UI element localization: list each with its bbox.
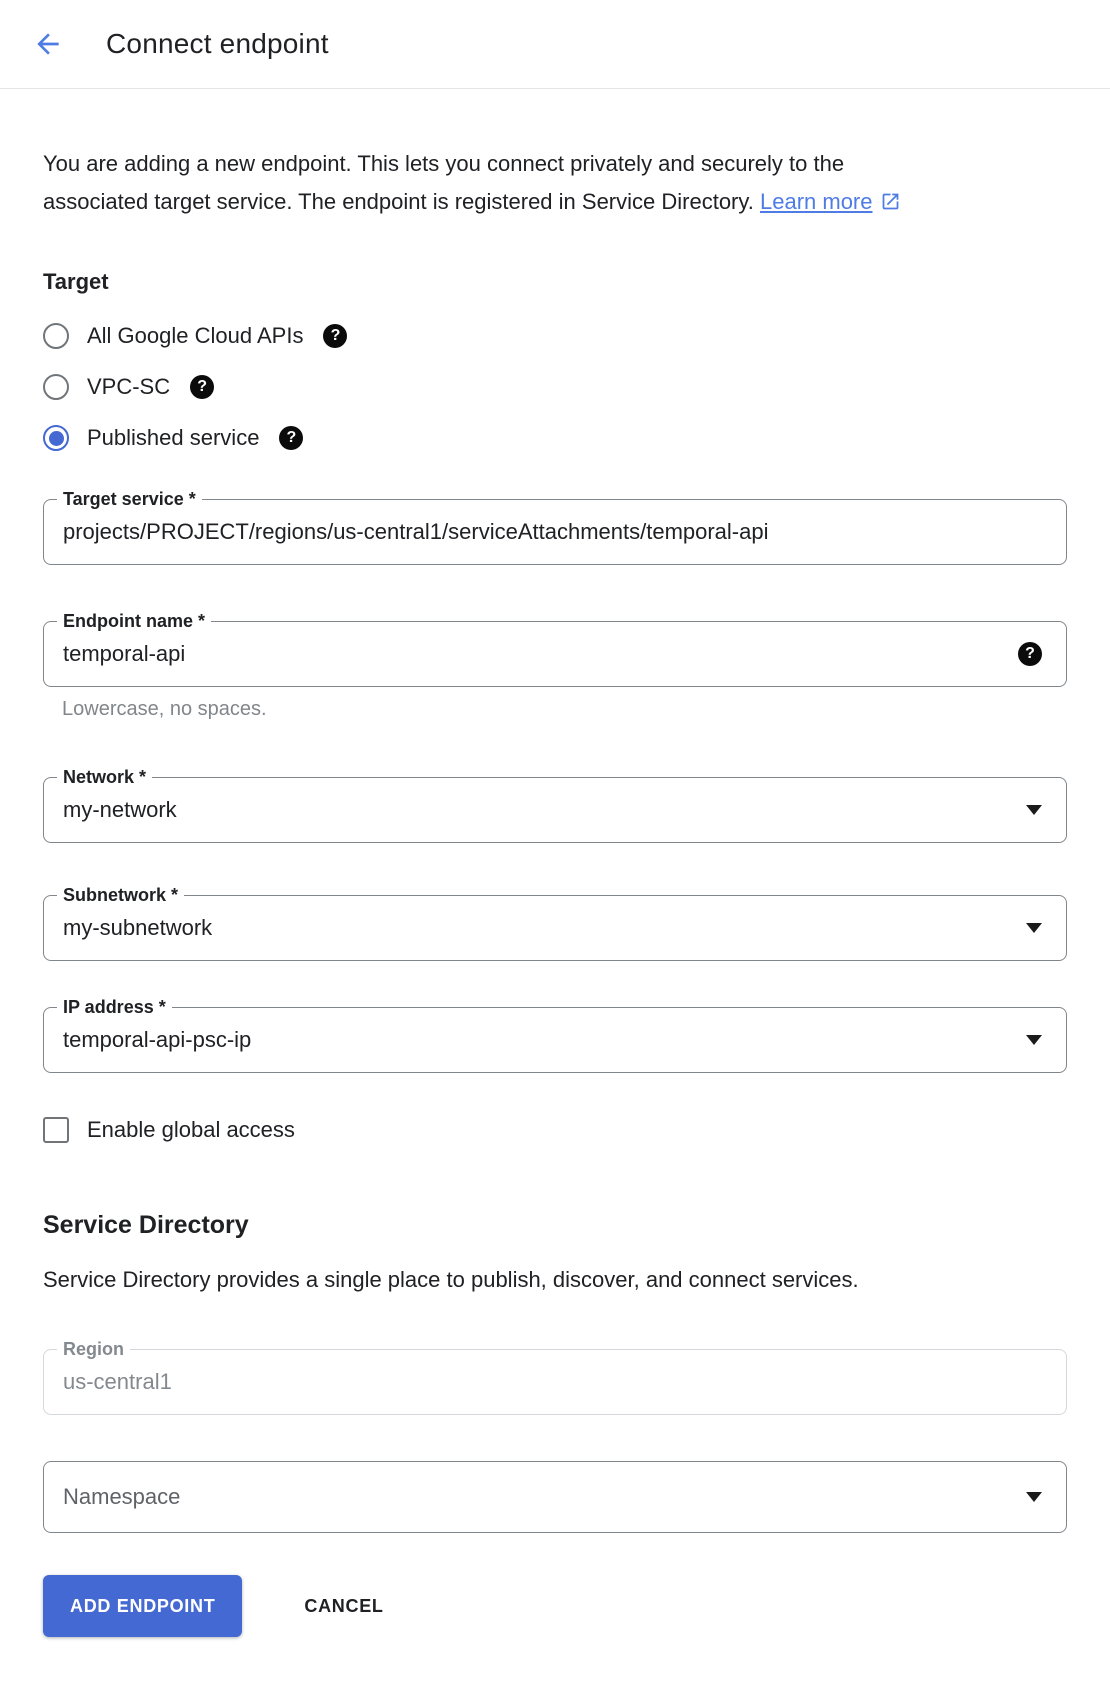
help-icon[interactable]: ? [190,375,214,399]
ip-address-label: IP address * [57,997,172,1017]
region-value: us-central1 [63,1369,172,1394]
target-section-label: Target [43,269,109,294]
network-label: Network * [57,767,152,787]
dropdown-arrow-icon [1026,1492,1042,1502]
namespace-dropdown[interactable] [43,1461,1067,1533]
target-service-field[interactable] [43,489,1067,565]
subnetwork-value: my-subnetwork [63,915,213,940]
region-label: Region [57,1339,130,1359]
radio-option-vpc-sc[interactable]: VPC-SC ? [43,372,1067,402]
learn-more-link[interactable]: Learn more [760,189,901,214]
help-icon[interactable]: ? [323,324,347,348]
target-service-value: projects/PROJECT/regions/us-central1/serviceAttachments/temporal-api [63,519,769,544]
external-link-icon [880,191,901,212]
page-title: Connect endpoint [106,28,329,59]
target-section [43,267,1067,453]
back-arrow-icon [32,28,64,60]
service-directory-heading: Service Directory [43,1211,249,1239]
radio-icon [43,323,69,349]
intro-text [43,145,948,221]
dropdown-arrow-icon [1026,1035,1042,1045]
subnetwork-label: Subnetwork * [57,885,184,905]
endpoint-name-field[interactable] [43,611,1067,687]
dropdown-arrow-icon [1026,805,1042,815]
network-value: my-network [63,797,177,822]
intro-text-body: You are adding a new endpoint. This lets you connect privately and securely to the associated target service. The endpoint is registered in Service Directory. [43,151,845,214]
back-button[interactable] [24,20,72,68]
ip-address-value: temporal-api-psc-ip [63,1027,252,1052]
add-endpoint-button[interactable]: ADD ENDPOINT [43,1575,242,1637]
radio-option-published-service[interactable]: Published service ? [43,423,1067,453]
help-icon[interactable]: ? [279,426,303,450]
radio-option-all-google-cloud-apis[interactable]: All Google Cloud APIs ? [43,321,1067,351]
page-header [0,0,1110,89]
target-service-label: Target service * [57,489,202,509]
radio-icon [43,425,69,451]
subnetwork-dropdown[interactable] [43,885,1067,961]
region-field [43,1339,1067,1415]
checkbox-icon [43,1117,69,1143]
ip-address-dropdown[interactable] [43,997,1067,1073]
namespace-placeholder: Namespace [63,1484,181,1509]
connect-endpoint-form [0,145,1110,1690]
cancel-button[interactable]: CANCEL [304,1595,384,1616]
endpoint-name-value: temporal-api [63,641,186,666]
endpoint-name-helper-text: Lowercase, no spaces. [62,698,267,720]
radio-icon [43,374,69,400]
form-actions [43,1575,1067,1637]
service-directory-description: Service Directory provides a single place to publish, discover, and connect services. [43,1267,859,1292]
endpoint-name-label: Endpoint name * [57,611,211,631]
enable-global-access-checkbox[interactable]: Enable global access [43,1115,1067,1145]
dropdown-arrow-icon [1026,923,1042,933]
network-dropdown[interactable] [43,767,1067,843]
help-icon[interactable]: ? [1018,642,1042,666]
